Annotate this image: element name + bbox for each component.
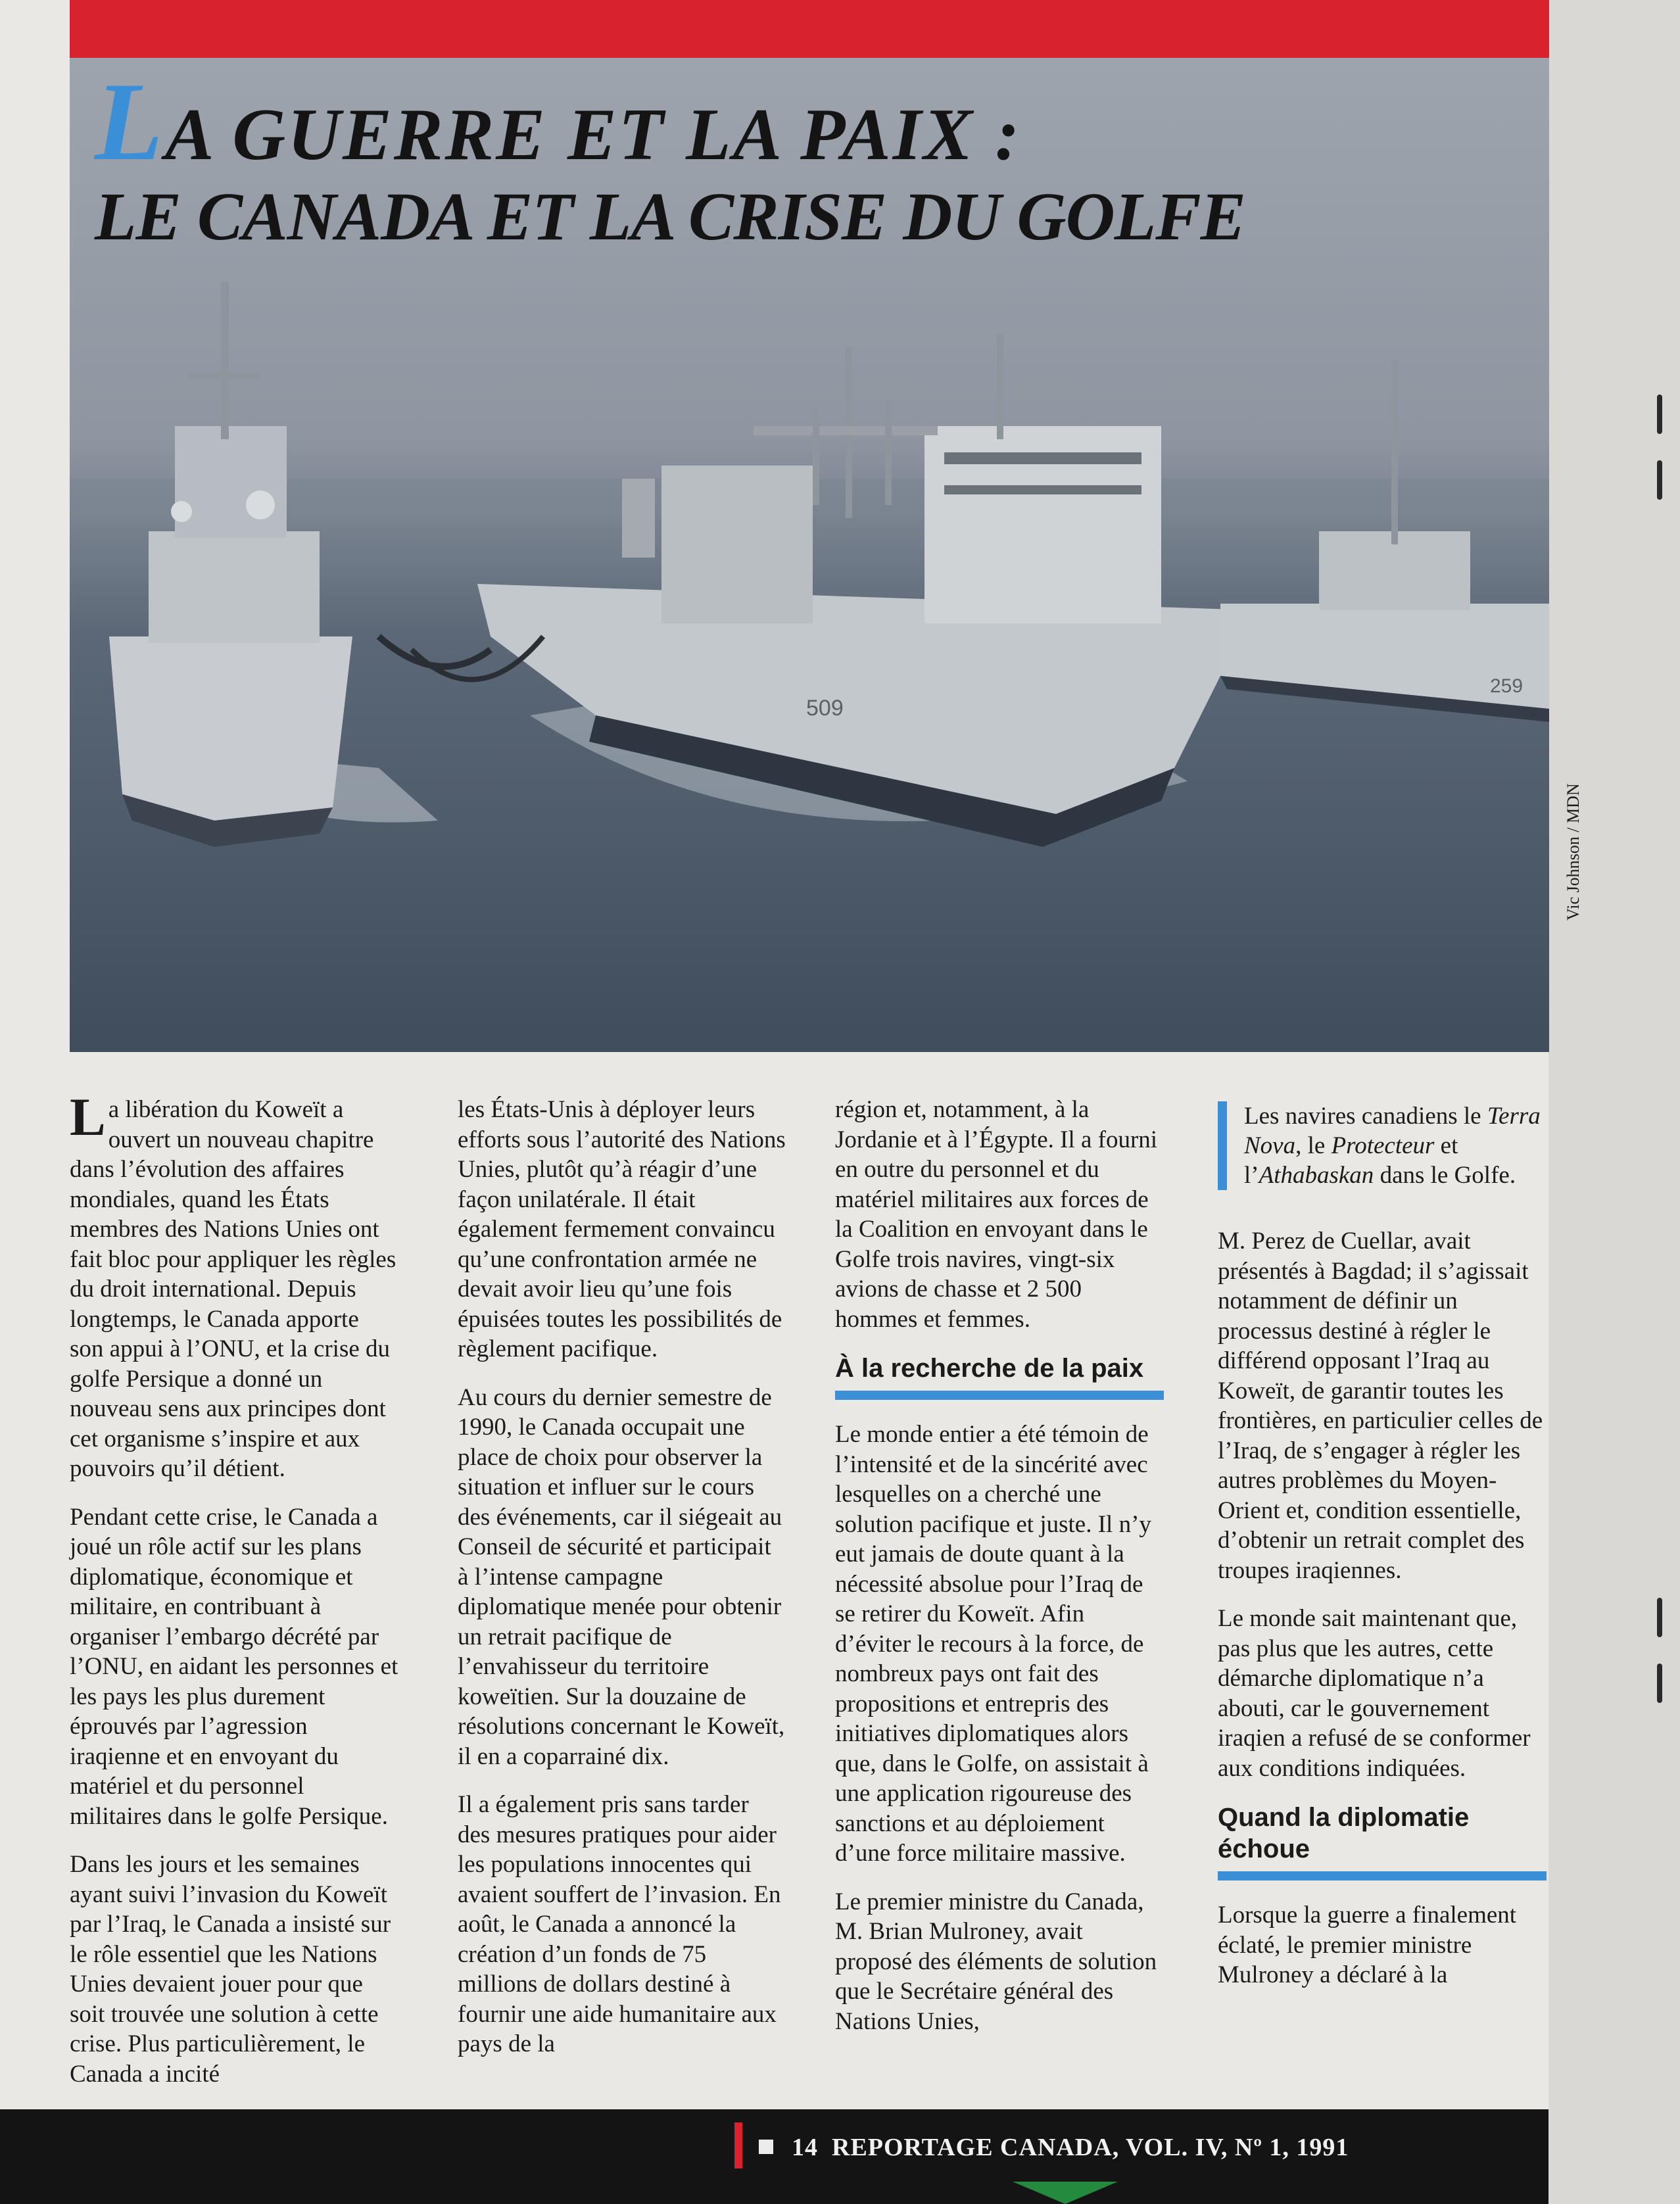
- left-ship: [109, 281, 352, 847]
- drop-cap: L: [70, 1087, 106, 1147]
- publication-name: REPORTAGE CANADA, VOL. IV, Nº 1, 1991: [832, 2134, 1349, 2161]
- footer-folio: [792, 2133, 1349, 2162]
- paragraph: Au cours du dernier semestre de 1990, le Canada occupait une place de choix pour observer la situation et influer sur le cours des événements, car il siégeait au Conseil de sécurité et participait à l’intense campagne diplomatique menée pour obtenir un retrait pacifique de l’envahisseur du territoire koweïtien. Sur la douzaine de résolutions concernant le Koweït, il en a coparrainé dix.: [458, 1383, 785, 1770]
- center-ship: [379, 334, 1253, 847]
- paragraph: Il a également pris sans tarder des mesures pratiques pour aider les populations innocentes qui avaient souffert de l’invasion. En août, le Canada a annoncé la création d’un fonds de 75 millions de dollars destiné à fournir une aide humanitaire aux pays de la: [458, 1791, 781, 2057]
- paragraph: Le monde entier a été témoin de l’intensité et de la sincérité avec lesquelles on a cherché une solution pacifique et juste. Il n’y eut jamais de doute quant à la nécessité absolue pour l’Iraq de se retirer du Koweït. Afin d’éviter le recours à la force, de nombreux pays ont fait des propositions et entrepris des initiatives diplomatiques alors que, dans le Golfe, on assistait à une application rigoureuse des sanctions et au déploiement d’une force militaire massive.: [835, 1421, 1151, 1867]
- binder-clip: [1657, 1664, 1662, 1703]
- top-red-band: [70, 0, 1549, 58]
- paragraph: région et, notamment, à la Jordanie et à l’Égypte. Il a fourni en outre du personnel et du matériel militaires aux forces de la Coalition en envoyant dans le Golfe trois navires, vingt-six avions de chasse et 2 500 hommes et femmes.: [835, 1096, 1158, 1333]
- headline: [95, 60, 1245, 254]
- paragraph: Dans les jours et les semaines ayant suivi l’invasion du Koweït par l’Iraq, le Canada a insisté sur le rôle essentiel que les Nations Unies devaient jouer pour que soit trouvée une solution à cette crise. Plus particulièrement, le Canada a incité: [70, 1851, 391, 2088]
- footer-red-mark: [734, 2122, 742, 2168]
- paragraph: [70, 1087, 398, 1484]
- paragraph: Le premier ministre du Canada, M. Brian Mulroney, avait proposé des éléments de solution que le Secrétaire général des Nations Unies,: [835, 1888, 1157, 2035]
- headline-line-1-text: A GUERRE ET LA PAIX :: [164, 94, 1022, 176]
- page-number: 14: [792, 2134, 818, 2161]
- paragraph: M. Perez de Cuellar, avait présentés à Bagdad; il s’agissait notamment de définir un processus destiné à régler le différend opposant l’Iraq au Koweït, de garantir toutes les frontières, en particulier celles de l’Iraq, de s’engager à régler les autres problèmes du Moyen-Orient et, condition essentielle, d’obtenir un retrait complet des troupes iraqiennes.: [1218, 1228, 1543, 1584]
- column-1: [70, 1087, 398, 2107]
- section-heading: Quand la diplomatie échoue: [1218, 1802, 1547, 1881]
- paragraph-text: a libération du Koweït a ouvert un nouveau chapitre dans l’évolution des affaires mondiales, quand les États membres des Nations Unies ont fait bloc pour appliquer les règles du droit international. Depuis longtemps, le Canada apporte son appui à l’ONU, et la crise du golfe Persique a donné un nouveau sens aux principes dont cet organisme s’inspire et aux pouvoirs qu’il détient.: [70, 1096, 396, 1482]
- paragraph: les États-Unis à déployer leurs efforts sous l’autorité des Nations Unies, plutôt qu’à réagir d’une façon unilatérale. Il était également fermement convaincu qu’une confrontation armée ne devait avoir lieu qu’une fois épuisées toutes les possibilités de règlement pacifique.: [458, 1096, 786, 1362]
- column-2: [458, 1095, 786, 2078]
- headline-initial: L: [95, 60, 165, 183]
- column-4: [1218, 1095, 1547, 2009]
- hull-number-259: 259: [1490, 675, 1524, 697]
- photo-credit: Vic Johnson / MDN: [1564, 783, 1583, 921]
- right-ship: [1220, 360, 1549, 722]
- paragraph: Lorsque la guerre a finalement éclaté, le premier ministre Mulroney a déclaré à la: [1218, 1902, 1517, 1988]
- paragraph: Pendant cette crise, le Canada a joué un rôle actif sur les plans diplomatique, économique et militaire, en contribuant à organiser l’embargo décrété par l’ONU, en aidant les personnes et les pays les plus durement éprouvés par l’agression iraqienne et en envoyant du matériel et du personnel militaires dans le golfe Persique.: [70, 1503, 398, 1830]
- paragraph: Le monde sait maintenant que, pas plus que les autres, cette démarche diplomatique n’a abouti, car le gouvernement iraqien a refusé de se conformer aux conditions indiquées.: [1218, 1605, 1531, 1782]
- footer-square-icon: [759, 2140, 773, 2154]
- headline-line-2: LE CANADA ET LA CRISE DU GOLFE: [95, 179, 1245, 254]
- column-3: [835, 1095, 1164, 2055]
- section-heading: À la recherche de la paix: [835, 1353, 1164, 1400]
- headline-line-1: [95, 60, 1245, 183]
- binder-clip: [1657, 460, 1662, 500]
- binder-clip: [1657, 1598, 1662, 1637]
- hull-number-509: 509: [806, 696, 844, 721]
- binder-clip: [1657, 395, 1662, 434]
- page-edge: [1548, 0, 1680, 2204]
- photo-caption: Les navires canadiens le Terra Nova, le Protecteur et l’Athabaskan dans le Golfe.: [1218, 1101, 1547, 1190]
